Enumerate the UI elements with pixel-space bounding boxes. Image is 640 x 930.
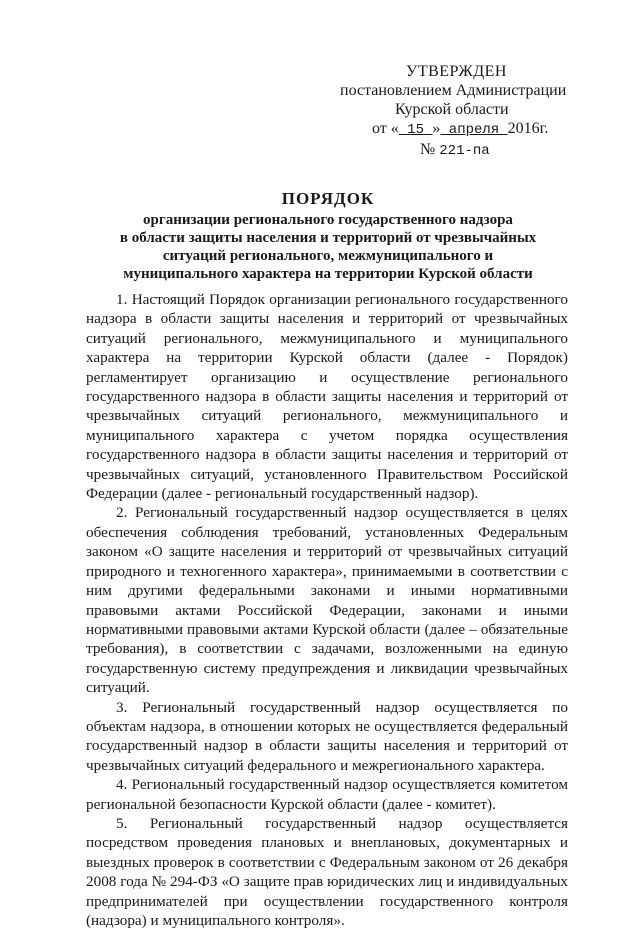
document-subtitle-2: в области защиты населения и территорий от чрезвычайных bbox=[119, 230, 537, 246]
document-title: ПОРЯДОК bbox=[281, 189, 375, 208]
document-heading bbox=[88, 187, 568, 283]
approval-line-1: постановлением Администрации bbox=[340, 82, 567, 99]
number-label: № bbox=[420, 141, 440, 158]
date-prefix: от « bbox=[372, 120, 399, 137]
approval-stamp bbox=[340, 62, 600, 161]
document-subtitle-1: организации регионального государственного надзора bbox=[143, 212, 513, 228]
date-month: апреля bbox=[440, 122, 508, 138]
date-year: 2016г. bbox=[507, 120, 549, 137]
document-body bbox=[86, 290, 568, 930]
document-subtitle-4: муниципального характера на территории Курской области bbox=[123, 266, 533, 282]
paragraph-1: 1. Настоящий Порядок организации регионального государственного надзора в области защиты населения и территорий от чрезвычайных ситуаций регионального, межмуниципального и муниципального характера на территории Курской области (далее - Порядок) регламентирует организацию и осуществление регионального государственного надзора в области защиты населения и территорий от чрезвычайных ситуаций регионального, межмуниципального и муниципального характера с учетом порядка осуществления государственного надзора в области защиты населения и территорий от чрезвычайных ситуаций, установленного Правительством Российской Федерации (далее - региональный государственный надзор). bbox=[86, 291, 568, 503]
approval-line-2: Курской области bbox=[395, 101, 509, 118]
date-mid: » bbox=[432, 120, 441, 137]
paragraph-3: 3. Региональный государственный надзор осуществляется по объектам надзора, в отношении которых не осуществляется федеральный государственный надзор в области защиты населения и территорий от чрезвычайных ситуаций федерального и межрегионального характера. bbox=[86, 698, 568, 774]
date-day: 15 bbox=[398, 122, 433, 138]
paragraph-2: 2. Региональный государственный надзор осуществляется в целях обеспечения соблюдения требований, установленных Федеральным законом «О защите населения и территорий от чрезвычайных ситуаций природного и техногенного характера», принимаемыми в соответствии с ним другими федеральными законами и иными нормативными правовыми актами Российской Федерации, законами и иными нормативными правовыми актами Курской области (далее – обязательные требования), в соответствии с задачами, возложенными на единую государственную систему предупреждения и ликвидации чрезвычайных ситуаций. bbox=[86, 504, 568, 697]
document-subtitle-3: ситуаций регионального, межмуниципального и bbox=[162, 248, 494, 264]
approval-date bbox=[340, 119, 600, 140]
number-value: 221-па bbox=[439, 143, 490, 159]
approved-label: УТВЕРЖДЕН bbox=[406, 63, 507, 80]
approval-number bbox=[340, 140, 600, 161]
paragraph-5: 5. Региональный государственный надзор осуществляется посредством проведения плановых и внеплановых, документарных и выездных проверок в соответствии с Федеральным законом от 26 декабря 2008 года № 294-ФЗ «О защите прав юридических лиц и индивидуальных предпринимателей при осуществлении государственного контроля (надзора) и муниципального контроля». bbox=[86, 814, 568, 929]
paragraph-4: 4. Региональный государственный надзор осуществляется комитетом региональной безопасности Курской области (далее - комитет). bbox=[86, 776, 568, 813]
